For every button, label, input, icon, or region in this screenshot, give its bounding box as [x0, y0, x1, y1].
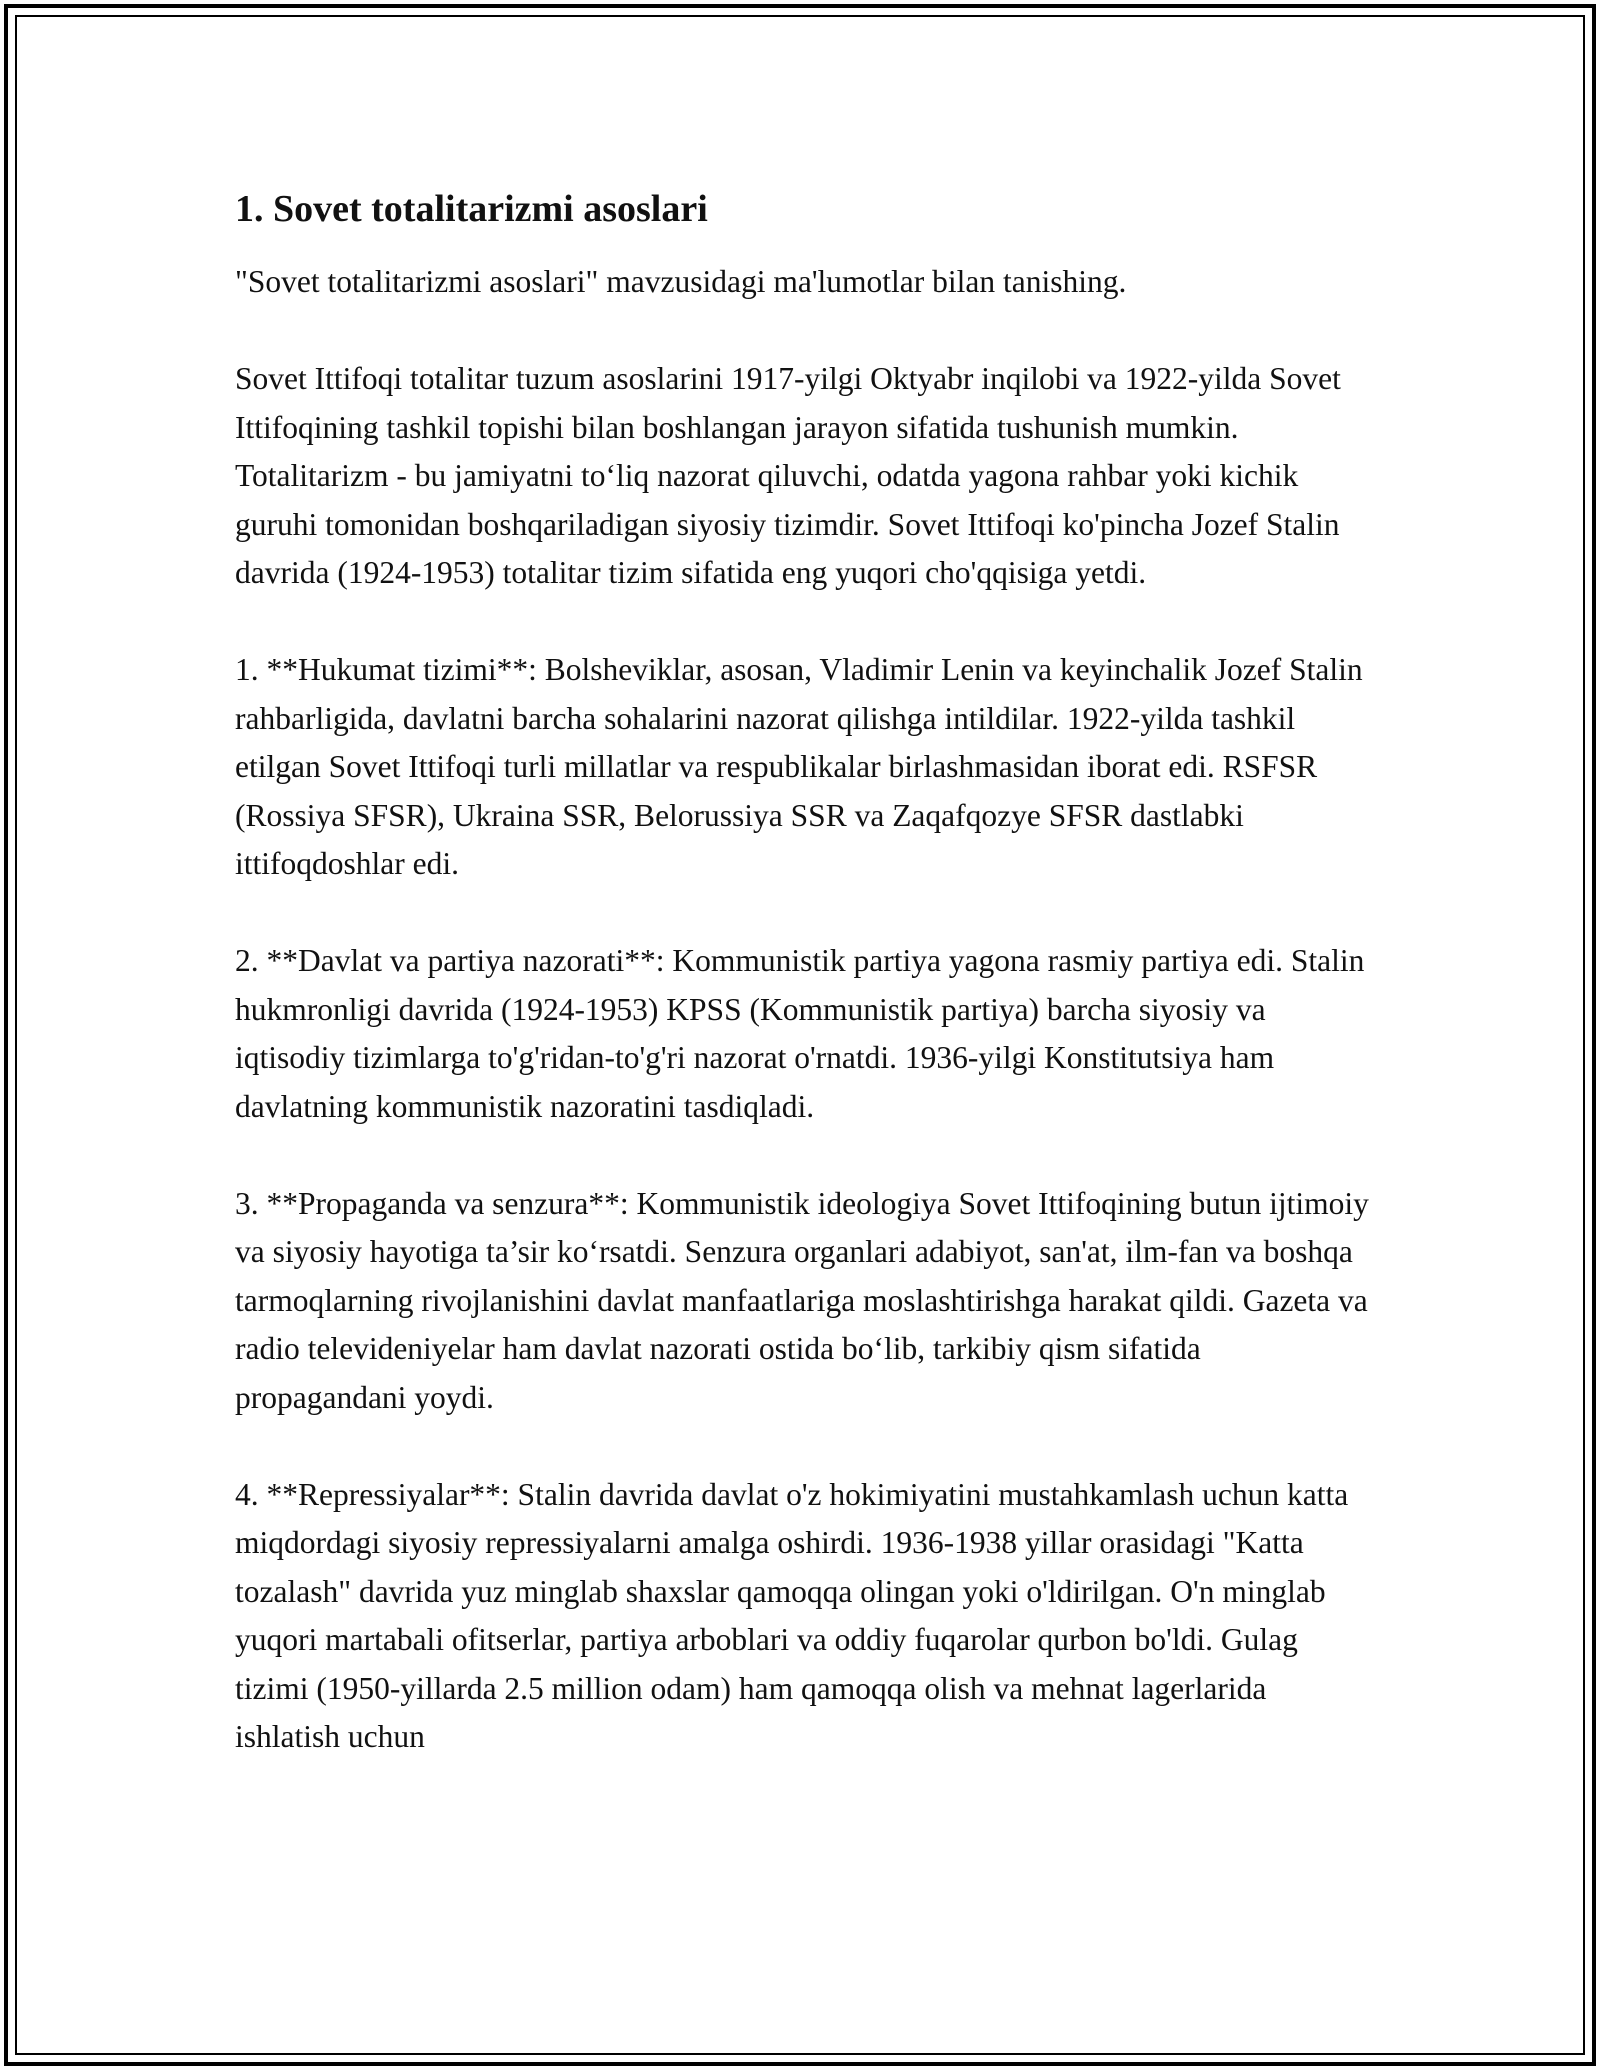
party-control-paragraph: 2. **Davlat va partiya nazorati**: Kommunistik partiya yagona rasmiy partiya edi. Stalin hukmronligi davrida (1924-1953) KPSS (Kommunistik partiya) barcha siyosiy va iqtisodiy tizimlarga to'g'ridan-to'g'ri nazorat o'rnatdi. 1936-yilgi Konstitutsiya ham davlatning kommunistik nazoratini tasdiqladi. [235, 943, 1365, 1124]
document-body [235, 185, 1375, 1762]
overview-paragraph: Sovet Ittifoqi totalitar tuzum asoslarini 1917-yilgi Oktyabr inqilobi va 1922-yilda Sovet Ittifoqining tashkil topishi bilan boshlangan jarayon sifatida tushunish mumkin. Totalitarizm - bu jamiyatni to‘liq nazorat qiluvchi, odatda yagona rahbar yoki kichik guruhi tomonidan boshqariladigan siyosiy tizimdir. Sovet Ittifoqi ko'pincha Jozef Stalin davrida (1924-1953) totalitar tizim sifatida eng yuqori cho'qqisiga yetdi. [235, 361, 1341, 591]
government-system-paragraph: 1. **Hukumat tizimi**: Bolsheviklar, asosan, Vladimir Lenin va keyinchalik Jozef Stalin rahbarligida, davlatni barcha sohalarini nazorat qilishga intildilar. 1922-yilda tashkil etilgan Sovet Ittifoqi turli millatlar va respublikalar birlashmasidan iborat edi. RSFSR (Rossiya SFSR), Ukraina SSR, Belorussiya SSR va Zaqafqozye SFSR dastlabki ittifoqdoshlar edi. [235, 652, 1363, 882]
intro-paragraph: "Sovet totalitarizmi asoslari" mavzusidagi ma'lumotlar bilan tanishing. [235, 264, 1127, 300]
document-title: 1. Sovet totalitarizmi asoslari [235, 188, 708, 230]
propaganda-paragraph: 3. **Propaganda va senzura**: Kommunistik ideologiya Sovet Ittifoqining butun ijtimoiy va siyosiy hayotiga ta’sir ko‘rsatdi. Senzura organlari adabiyot, san'at, ilm-fan va boshqa tarmoqlarning rivojlanishini davlat manfaatlariga moslashtirishga harakat qildi. Gazeta va radio televideniyelar ham davlat nazorati ostida bo‘lib, tarkibiy qism sifatida propagandani yoydi. [235, 1185, 1369, 1415]
repressions-paragraph: 4. **Repressiyalar**: Stalin davrida davlat o'z hokimiyatini mustahkamlash uchun katta miqdordagi siyosiy repressiyalarni amalga oshirdi. 1936-1938 yillar orasidagi "Katta tozalash" davrida yuz minglab shaxslar qamoqqa olingan yoki o'ldirilgan. O'n minglab yuqori martabali ofitserlar, partiya arboblari va oddiy fuqarolar qurbon bo'ldi. Gulag tizimi (1950-yillarda 2.5 million odam) ham qamoqqa olish va mehnat lagerlarida ishlatish uchun [235, 1476, 1349, 1755]
